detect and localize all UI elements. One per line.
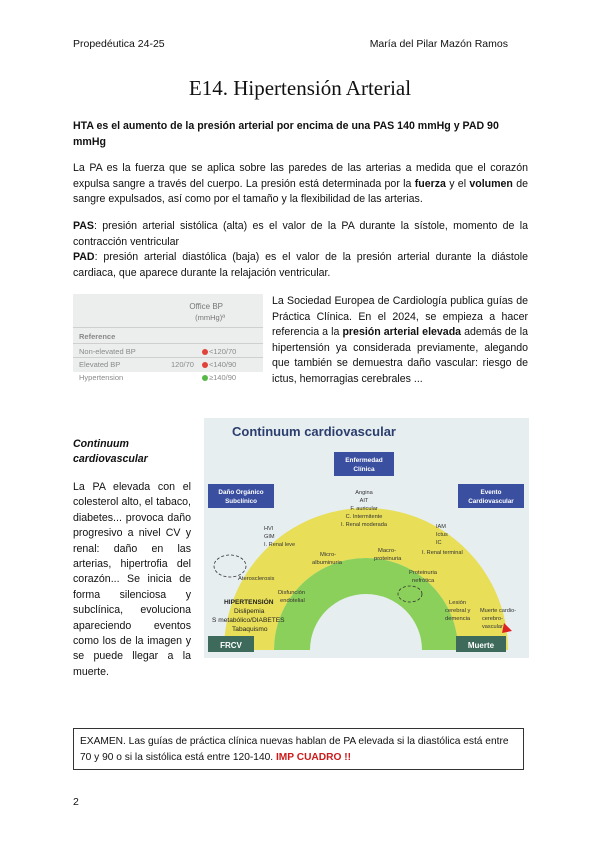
label-lesion: Lesión bbox=[449, 600, 467, 606]
bp-table-row-elevated-c2: <140/90 bbox=[202, 360, 392, 369]
definition-hta: HTA es el aumento de la presión arterial por encima de una PAS 140 mmHg y PAD 90 mmHg bbox=[73, 120, 499, 148]
label-irenal-moderada: I. Renal moderada bbox=[340, 522, 388, 528]
bp-table-header-2: (mmHg)ª bbox=[195, 313, 225, 322]
page-number: 2 bbox=[73, 796, 79, 808]
label-irenal-leve: I. Renal leve bbox=[264, 542, 296, 548]
header-course: Propedéutica 24-25 bbox=[73, 38, 165, 50]
bp-table-row-elevated-label: Elevated BP bbox=[79, 360, 121, 369]
label-cintermitente: C. Intermitente bbox=[345, 514, 383, 520]
label-endotelial: endotelial bbox=[280, 598, 305, 604]
section-title-continuum: Continuum cardiovascular bbox=[73, 438, 148, 465]
svg-text:Muerte: Muerte bbox=[467, 641, 495, 650]
label-nefrotica: nefrótica bbox=[412, 578, 435, 584]
label-dislipemia: Dislipemia bbox=[234, 608, 265, 615]
label-ait: AIT bbox=[359, 498, 369, 504]
label-smetabolico: S metabólico/DIABETES bbox=[212, 617, 285, 624]
label-macro: Macro- bbox=[378, 548, 397, 554]
label-irenal-terminal: I. Renal terminal bbox=[422, 550, 463, 556]
bp-table-row-reference: Reference bbox=[79, 332, 116, 341]
label-cerebro: cerebro- bbox=[482, 616, 503, 622]
label-iam: IAM bbox=[436, 524, 446, 530]
exam-note-box: EXAMEN. Las guías de práctica clínica nuevas hablan de PA elevada si la diastólica está entre 70 y 90 o si la sistólica está entre 120-140. IMP CUADRO !! bbox=[73, 728, 524, 770]
label-fauricular: F. auricular bbox=[350, 506, 378, 512]
bp-table-row-hypertension-value: ≥140/90 bbox=[202, 373, 392, 382]
paragraph-pas: PAS: presión arterial sistólica (alta) es el valor de la PA durante la sístole, momento de la contracción ventricular bbox=[73, 220, 528, 248]
label-disfuncion: Disfunción bbox=[278, 590, 306, 596]
bp-table-row-hypertension-label: Hypertension bbox=[79, 373, 124, 382]
bp-table-row-nonelevated-value: <120/70 bbox=[202, 347, 392, 356]
bp-table-row-elevated-c1: 120/70 bbox=[171, 360, 194, 369]
bp-table-header-1: Office BP bbox=[189, 302, 223, 311]
diagram-title: Continuum cardiovascular bbox=[232, 424, 396, 439]
label-albuminuria: albuminuria bbox=[312, 560, 342, 566]
label-cerebral: cerebral y bbox=[445, 608, 471, 614]
label-muerte-cardio: Muerte cardio- bbox=[480, 608, 517, 614]
svg-text:Daño Orgánico: Daño Orgánico bbox=[218, 489, 264, 496]
paragraph-pa-definition: La PA es la fuerza que se aplica sobre las paredes de las arterias a medida que el corazón expulsa sangre a través del cuerpo. La presión está determinada por la fuerza y el volumen de sangre expulsados, así como por el tamaño y la flexibilidad de las arterias. bbox=[73, 162, 528, 205]
label-hipertension: HIPERTENSIÓN bbox=[224, 599, 274, 606]
svg-text:Enfermedad: Enfermedad bbox=[345, 457, 383, 464]
svg-text:FRCV: FRCV bbox=[220, 641, 242, 650]
label-micro: Micro- bbox=[320, 552, 337, 558]
bp-classification-table bbox=[73, 294, 263, 382]
label-ic: IC bbox=[436, 540, 442, 546]
label-angina: Angina bbox=[355, 490, 373, 496]
label-gim: GIM bbox=[264, 534, 275, 540]
paragraph-continuum: La PA elevada con el colesterol alto, el tabaco, diabetes... provoca daño progresivo a nivel CV y renal: daño en las arterias, hipertrofia del corazón... Se inicia de forma silenciosa y subclínica, evoluciona apareciendo eventos como los de la imagen y se puede llegar a la muerte. bbox=[73, 481, 191, 678]
svg-text:Evento: Evento bbox=[480, 489, 502, 496]
svg-text:Clínica: Clínica bbox=[353, 466, 375, 473]
label-proteinuria: proteinuria bbox=[374, 556, 402, 562]
label-tabaquismo: Tabaquismo bbox=[232, 626, 268, 633]
svg-text:Cardiovascular: Cardiovascular bbox=[468, 498, 514, 505]
label-demencia: demencia bbox=[445, 616, 471, 622]
paragraph-pad: PAD: presión arterial diastólica (baja) es el valor de la presión arterial durante la diástole cardiaca, que aparece durante la relajación ventricular. bbox=[73, 251, 528, 279]
svg-text:Subclínico: Subclínico bbox=[225, 498, 257, 505]
label-ictus: Ictus bbox=[436, 532, 448, 538]
bp-table-row-nonelevated-label: Non-elevated BP bbox=[79, 347, 136, 356]
header-author: María del Pilar Mazón Ramos bbox=[369, 38, 508, 50]
label-vascular: vascular bbox=[482, 624, 503, 630]
continuum-diagram bbox=[204, 418, 529, 658]
paragraph-esc-guidelines: La Sociedad Europea de Cardiología publica guías de Práctica Clínica. En el 2024, se empieza a hacer referencia a la presión arterial elevada además de la hipertensión ya considerada previamente, alegando que también se demuestra daño vascular: riesgo de ictus, hemorragias cerebrales ... bbox=[272, 295, 528, 385]
label-aterosclerosis: Aterosclerosis bbox=[238, 576, 275, 582]
label-proteinuria-nefrotica: Proteinuria bbox=[409, 570, 438, 576]
label-hvi: HVI bbox=[264, 526, 274, 532]
page-title: E14. Hipertensión Arterial bbox=[188, 76, 412, 100]
